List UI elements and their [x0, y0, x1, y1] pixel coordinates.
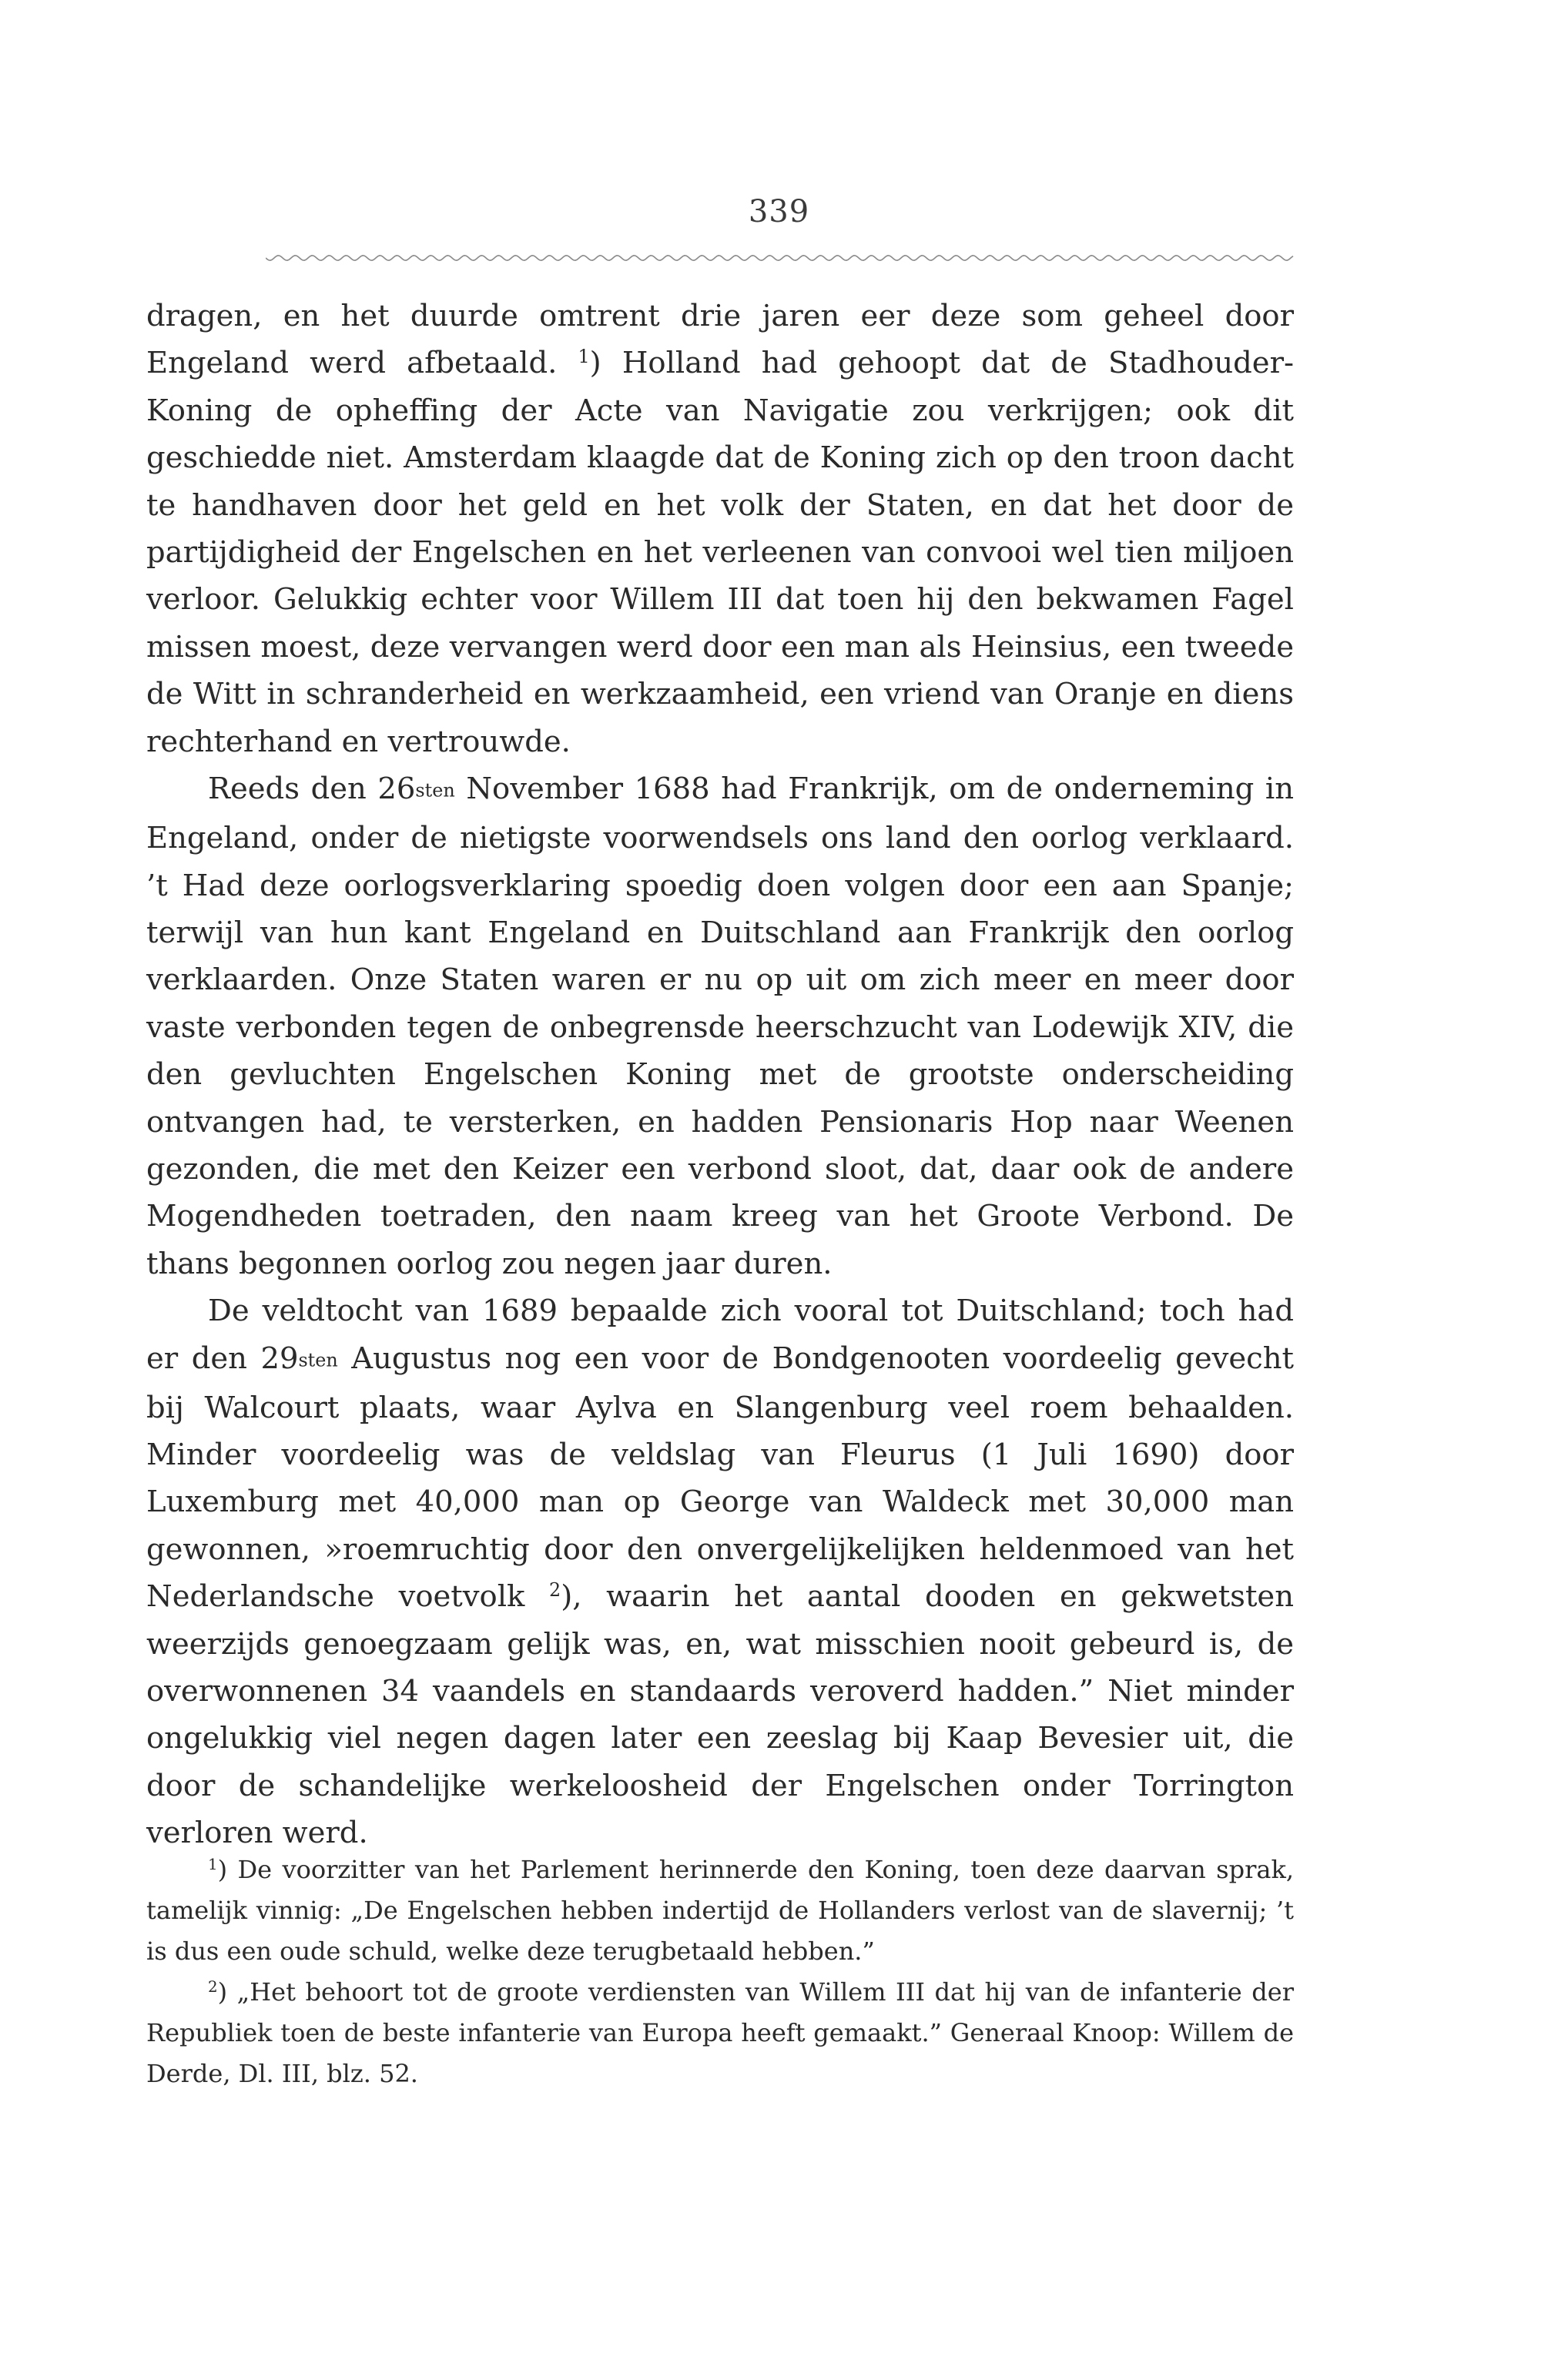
text-run: Reeds den 26: [208, 772, 416, 807]
footnote-reference: 1: [208, 1856, 218, 1874]
ordinal-suffix: sten: [415, 779, 455, 802]
text-run: De veldtocht van 1689 bepaalde zich vooral tot Duitschland; toch had er den 29: [146, 1294, 1294, 1376]
text-run: November 1688 had Frankrijk, om de onderneming in Engeland, onder de nietigste voorwendsels ons land den oorlog verklaard. ’t Had deze oorlogsverklaring spoedig doen volgen door een aan Spanje; terwijl van hun kant Engeland en Duitschland aan Frankrijk den oorlog verklaarden. Onze Staten waren er nu op uit om zich meer en meer door vaste verbonden tegen de onbegrensde heerschzucht van Lodewijk XIV, die den gevluchten Engelschen Koning met de grootste onderscheiding ontvangen had, te versterken, en hadden Pensionaris Hop naar Weenen gezonden, die met den Keizer een verbond sloot, dat, daar ook de andere Mogendheden toetraden, den naam kreeg van het Groote Verbond. De thans begonnen oorlog zou negen jaar duren.: [146, 772, 1294, 1281]
text-run: Augustus nog een voor de Bondgenooten voordeelig gevecht bij Walcourt plaats, waar Aylva en Slangenburg veel roem behaalden. Minder voordeelig was de veldslag van Fleurus (1 Juli 1690) door Luxemburg met 40,000 man op George van Waldeck met 30,000 man gewonnen, »roemruchtig door den onvergelijkelijken heldenmoed van het Nederlandsche voetvolk: [146, 1341, 1294, 1615]
text-run: ) De voorzitter van het Parlement herinnerde den Koning, toen deze daarvan sprak, tamelijk vinnig: „De Engelschen hebben indertijd de Hollanders verlost van de slavernij; ’t is dus een oude schuld, welke deze terugbetaald hebben.”: [146, 1855, 1294, 1966]
text-run: ) „Het behoort tot de groote verdiensten van Willem III dat hij van de infanterie der Republiek toen de beste infanterie van Europa heeft gemaakt.” Generaal Knoop: Willem de Derde, Dl. III, blz. 52.: [146, 1977, 1294, 2088]
main-text: [146, 293, 1294, 1857]
footnote-reference: 2: [549, 1579, 561, 1602]
paragraph: [146, 1287, 1294, 1857]
footnote: [146, 1849, 1294, 1972]
decorative-wavy-rule: [266, 253, 1294, 263]
ordinal-suffix: sten: [298, 1349, 338, 1371]
footnote-reference: 2: [208, 1978, 218, 1997]
page-number: 339: [748, 194, 810, 229]
paragraph: [146, 765, 1294, 1287]
footnote-reference: 1: [578, 346, 590, 368]
text-run: dragen, en het duurde omtrent drie jaren eer deze som geheel door Engeland werd afbetaald.: [146, 299, 1294, 381]
footnote: [146, 1972, 1294, 2094]
footnotes: [146, 1849, 1294, 2094]
text-run: ) Holland had gehoopt dat de Stadhouder-Koning de opheffing der Acte van Navigatie zou verkrijgen; ook dit geschiedde niet. Amsterdam klaagde dat de Koning zich op den troon dacht te handhaven door het geld en het volk der Staten, en dat het door de partijdigheid der Engelschen en het verleenen van convooi wel tien miljoen verloor. Gelukkig echter voor Willem III dat toen hij den bekwamen Fagel missen moest, deze vervangen werd door een man als Heinsius, een tweede de Witt in schranderheid en werkzaamheid, een vriend van Oranje en diens rechterhand en vertrouwde.: [146, 346, 1295, 759]
paragraph: [146, 293, 1294, 765]
text-run: ), waarin het aantal dooden en gekwetsten weerzijds genoegzaam gelijk was, en, wat misschien nooit gebeurd is, de overwonnenen 34 vaandels en standaards veroverd hadden.” Niet minder ongelukkig viel negen dagen later een zeeslag bij Kaap Bevesier uit, die door de schandelijke werkeloosheid der Engelschen onder Torrington verloren werd.: [146, 1579, 1294, 1851]
